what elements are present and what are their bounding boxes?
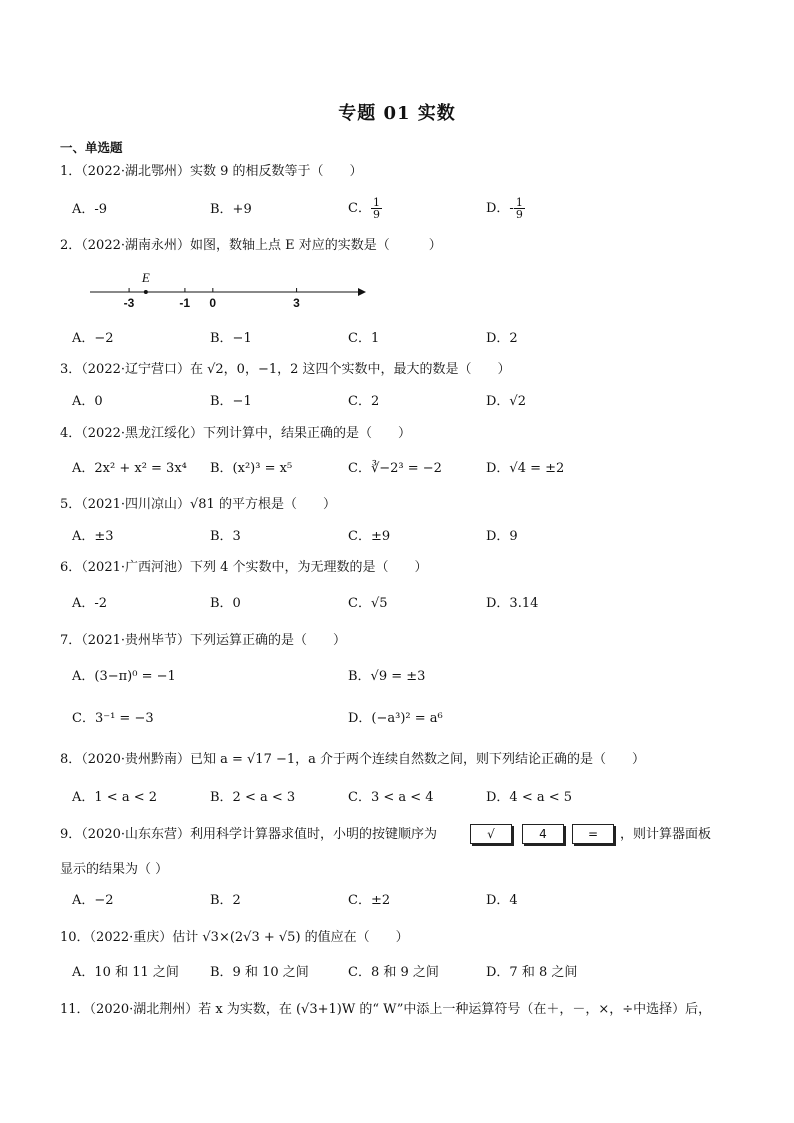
section-heading: 一、单选题 <box>60 140 123 155</box>
q2-option-c: C．1 <box>348 331 380 346</box>
q9-option-c: C．±2 <box>348 893 391 908</box>
q5-option-a: A．±3 <box>72 529 114 544</box>
q7-option-c: C．3⁻¹ = −3 <box>72 711 154 726</box>
q1-option-d: D．- $\frac{1}{9}$ <box>486 196 523 221</box>
number-line-tick-label: -1 <box>179 296 191 310</box>
calculator-sqrt-key: √ <box>470 824 512 844</box>
q9-option-b: B．2 <box>210 893 241 908</box>
q8-option-c: C．3 < a < 4 <box>348 790 434 805</box>
q3-option-d: D．√2 <box>486 394 526 409</box>
q4-option-b: B．(x²)³ = x⁵ <box>210 461 293 476</box>
q5-option-c: C．±9 <box>348 529 391 544</box>
q4-option-d: D．√4 = ±2 <box>486 461 565 476</box>
question-1-stem: 1．（2022·湖北鄂州）实数 9 的相反数等于（ ） <box>60 164 363 179</box>
question-9-stem-line2: 显示的结果为（ ） <box>60 862 169 877</box>
question-9-stem: 9．（2020·山东东营）利用科学计算器求值时，小明的按键顺序为 <box>60 827 437 842</box>
q8-option-a: A．1 < a < 2 <box>72 790 157 805</box>
q10-option-d: D．7 和 8 之间 <box>486 965 578 980</box>
calculator-4-key: 4 <box>522 824 564 844</box>
q4-option-a: A．2x² + x² = 3x⁴ <box>72 461 187 476</box>
number-line-arrow <box>358 288 366 296</box>
question-7-stem: 7．（2021·贵州毕节）下列运算正确的是（ ） <box>60 633 346 648</box>
calculator-equals-key: = <box>572 824 614 844</box>
q1-option-a: A．-9 <box>72 202 108 217</box>
q2-option-b: B．−1 <box>210 331 252 346</box>
q6-option-c: C．√5 <box>348 596 388 611</box>
q8-option-d: D．4 < a < 5 <box>486 790 573 805</box>
page-title: 专题 01 实数 <box>338 103 456 124</box>
question-11-stem: 11．（2020·湖北荆州）若 x 为实数，在 (√3+1)W 的“ W”中添上一种运算符号（在＋，－，×，÷中选择）后， <box>60 1002 712 1017</box>
number-line-point-e <box>144 290 148 294</box>
number-line-tick-label: -3 <box>123 296 135 310</box>
q6-option-d: D．3.14 <box>486 596 539 611</box>
q10-option-b: B．9 和 10 之间 <box>210 965 309 980</box>
question-9-stem-after: ，则计算器面板 <box>620 827 712 842</box>
q4-option-c: C．∛−2³ = −2 <box>348 461 442 476</box>
fraction: $\frac{1}{9}$ <box>515 196 523 221</box>
question-6-stem: 6．（2021·广西河池）下列 4 个实数中，为无理数的是（ ） <box>60 560 428 575</box>
q7-option-a: A．(3−π)⁰ = −1 <box>72 669 176 684</box>
question-2-stem: 2．（2022·湖南永州）如图，数轴上点 E 对应的实数是（ ） <box>60 238 442 253</box>
number-line-tick-label: 3 <box>293 296 300 310</box>
q5-option-b: B．3 <box>210 529 241 544</box>
q7-option-d: D．(−a³)² = a⁶ <box>348 711 443 726</box>
number-line-tick-label: 0 <box>209 296 217 310</box>
number-line-point-label: E <box>141 270 150 285</box>
q1-option-b: B．+9 <box>210 202 252 217</box>
q6-option-a: A．-2 <box>72 596 108 611</box>
question-10-stem: 10．（2022·重庆）估计 √3×(2√3 + √5) 的值应在（ ） <box>60 930 409 945</box>
q3-option-c: C．2 <box>348 394 380 409</box>
q10-option-a: A．10 和 11 之间 <box>72 965 179 980</box>
q2-option-a: A．−2 <box>72 331 114 346</box>
q2-option-d: D．2 <box>486 331 518 346</box>
question-5-stem: 5．（2021·四川凉山）√81 的平方根是（ ） <box>60 497 336 512</box>
question-8-stem: 8．（2020·贵州黔南）已知 a = √17 −1，a 介于两个连续自然数之间，则下列结论正确的是（ ） <box>60 752 646 767</box>
fraction: $\frac{1}{9}$ <box>372 196 380 221</box>
q5-option-d: D．9 <box>486 529 518 544</box>
question-3-stem: 3．（2022·辽宁营口）在 √2，0，−1，2 这四个实数中，最大的数是（ ） <box>60 362 511 377</box>
q3-option-a: A．0 <box>72 394 103 409</box>
q6-option-b: B．0 <box>210 596 241 611</box>
question-4-stem: 4．（2022·黑龙江绥化）下列计算中，结果正确的是（ ） <box>60 426 411 441</box>
q7-option-b: B．√9 = ±3 <box>348 669 426 684</box>
q9-option-d: D．4 <box>486 893 518 908</box>
q3-option-b: B．−1 <box>210 394 252 409</box>
q8-option-b: B．2 < a < 3 <box>210 790 296 805</box>
q10-option-c: C．8 和 9 之间 <box>348 965 439 980</box>
q1-option-c: C． $\frac{1}{9}$ <box>348 196 380 221</box>
q9-option-a: A．−2 <box>72 893 114 908</box>
